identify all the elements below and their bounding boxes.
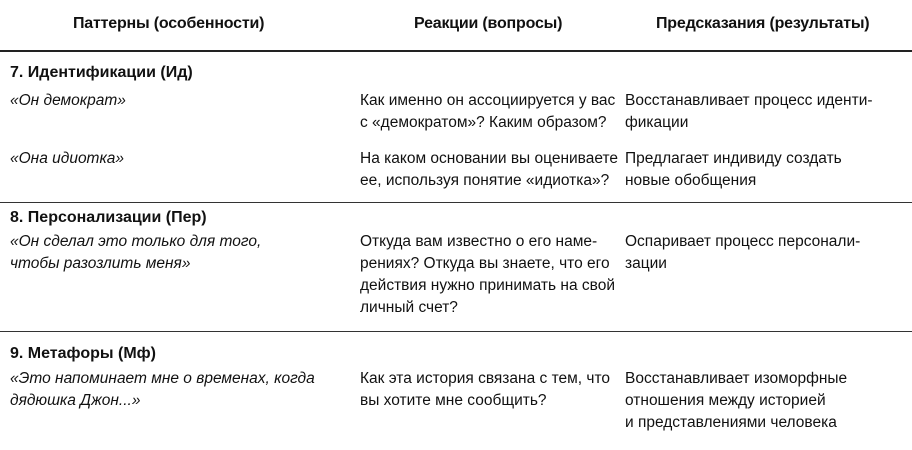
table-header (0, 0, 912, 52)
section-title-identification: 7. Идентификации (Ид) (10, 64, 193, 81)
pattern-text: «Он демократ» (10, 92, 126, 109)
pattern-text: «Она идиотка» (10, 150, 125, 167)
header-predictions: Предсказания (результаты) (656, 15, 870, 32)
header-patterns: Паттерны (особенности) (73, 15, 265, 32)
section-divider (0, 331, 912, 332)
pattern-text: «Он сделал это только для того, чтобы разозлить меня» (10, 233, 262, 272)
prediction-text: Предлагает индивиду создать новые обобщения (625, 150, 842, 189)
section-divider (0, 202, 912, 203)
prediction-text: Восстанавливает изоморфные отношения между историей и представлениями человека (625, 370, 848, 431)
reaction-text: Как именно он ассоциируется у вас с «демократом»? Каким образом? (360, 92, 616, 131)
reaction-text: На каком основании вы оцениваете ее, используя понятие «идиотка»? (360, 150, 618, 189)
section-title-personalization: 8. Персонализации (Пер) (10, 209, 207, 226)
header-reactions: Реакции (вопросы) (414, 15, 563, 32)
prediction-text: Восстанавливает процесс иденти- фикации (625, 92, 873, 131)
reaction-text: Откуда вам известно о его наме- рениях? Откуда вы знаете, что его действия нужно принимать на свой личный счет? (360, 233, 615, 316)
prediction-text: Оспаривает процесс персонали- зации (625, 233, 861, 272)
pattern-text: «Это напоминает мне о временах, когда дядюшка Джон...» (10, 370, 315, 409)
reaction-text: Как эта история связана с тем, что вы хотите мне сообщить? (360, 370, 610, 409)
section-title-metaphors: 9. Метафоры (Мф) (10, 345, 156, 362)
